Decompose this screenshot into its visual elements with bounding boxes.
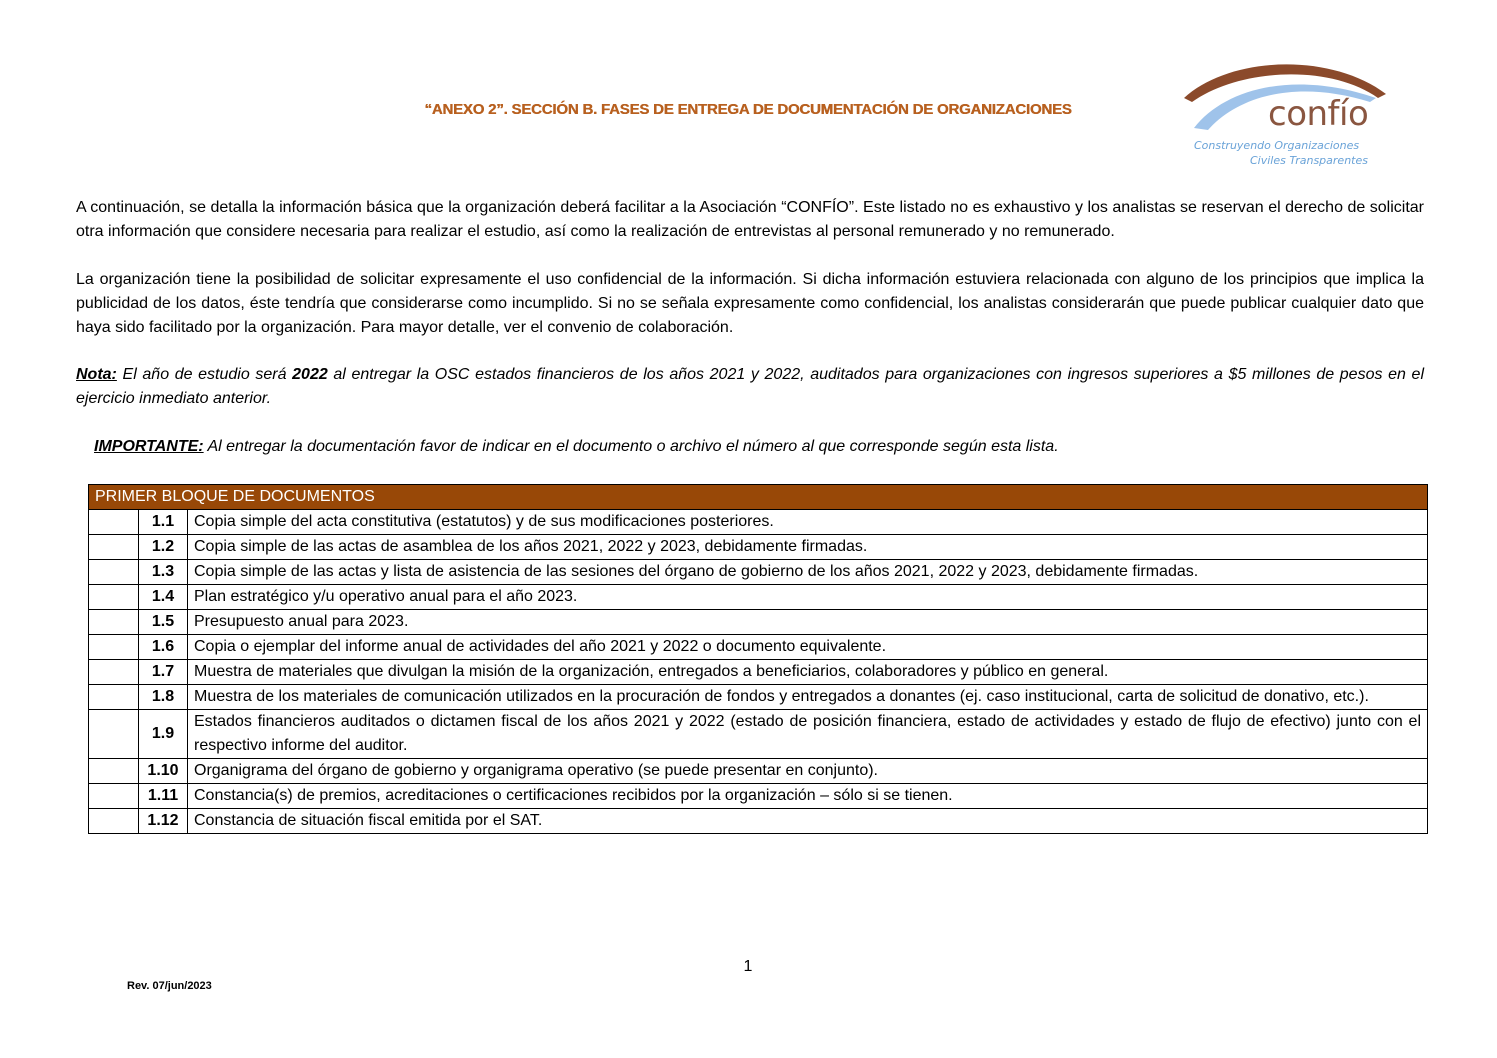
logo-tagline-1: Construyendo Organizaciones xyxy=(1194,139,1360,152)
row-description: Copia simple de las actas de asamblea de los años 2021, 2022 y 2023, debidamente firmadas. xyxy=(188,535,1428,560)
row-number: 1.9 xyxy=(139,710,188,759)
table-row xyxy=(89,685,1428,710)
row-blank-cell xyxy=(89,610,139,635)
table-row xyxy=(89,560,1428,585)
row-number: 1.3 xyxy=(139,560,188,585)
table-row xyxy=(89,535,1428,560)
row-number: 1.11 xyxy=(139,784,188,809)
row-blank-cell xyxy=(89,635,139,660)
logo-tagline-2: Civiles Transparentes xyxy=(1250,154,1368,167)
table-row xyxy=(89,635,1428,660)
row-blank-cell xyxy=(89,759,139,784)
row-number: 1.7 xyxy=(139,660,188,685)
row-description: Organigrama del órgano de gobierno y organigrama operativo (se puede presentar en conjunto). xyxy=(188,759,1428,784)
row-number: 1.8 xyxy=(139,685,188,710)
table-row xyxy=(89,710,1428,759)
row-number: 1.4 xyxy=(139,585,188,610)
row-blank-cell xyxy=(89,809,139,834)
table-row xyxy=(89,784,1428,809)
row-number: 1.2 xyxy=(139,535,188,560)
row-description: Presupuesto anual para 2023. xyxy=(188,610,1428,635)
logo-wordmark: confío xyxy=(1268,94,1369,134)
row-description: Plan estratégico y/u operativo anual para el año 2023. xyxy=(188,585,1428,610)
row-blank-cell xyxy=(89,660,139,685)
row-number: 1.5 xyxy=(139,610,188,635)
row-description: Muestra de materiales que divulgan la misión de la organización, entregados a beneficiarios, colaboradores y público en general. xyxy=(188,660,1428,685)
intro-paragraph: A continuación, se detalla la información básica que la organización deberá facilitar a la Asociación “CONFÍO”. Este listado no es exhaustivo y los analistas se reservan el derecho de solicitar otra información que considere necesaria para realizar el estudio, así como la realización de entrevistas al personal remunerado y no remunerado. xyxy=(76,199,1424,240)
table-row xyxy=(89,610,1428,635)
row-description: Copia simple de las actas y lista de asistencia de las sesiones del órgano de gobierno de los años 2021, 2022 y 2023, debidamente firmadas. xyxy=(188,560,1428,585)
row-blank-cell xyxy=(89,710,139,759)
table-body xyxy=(89,510,1428,834)
row-blank-cell xyxy=(89,585,139,610)
row-blank-cell xyxy=(89,535,139,560)
page-number: 1 xyxy=(743,958,753,975)
note-label: Nota: xyxy=(76,366,117,383)
row-description: Muestra de los materiales de comunicación utilizados en la procuración de fondos y entregados a donantes (ej. caso institucional, carta de solicitud de donativo, etc.). xyxy=(188,685,1428,710)
confidentiality-paragraph: La organización tiene la posibilidad de solicitar expresamente el uso confidencial de la información. Si dicha información estuviera relacionada con alguno de los principios que implica la publicidad de los datos, éste tendría que considerarse como incumplido. Si no se señala expresamente como confidencial, los analistas considerarán que puede publicar cualquier dato que haya sido facilitado por la organización. Para mayor detalle, ver el convenio de colaboración. xyxy=(76,271,1424,336)
table-row xyxy=(89,809,1428,834)
row-description: Constancia(s) de premios, acreditaciones o certificaciones recibidos por la organización – sólo si se tienen. xyxy=(188,784,1428,809)
row-number: 1.10 xyxy=(139,759,188,784)
row-number: 1.12 xyxy=(139,809,188,834)
table-row xyxy=(89,585,1428,610)
row-blank-cell xyxy=(89,784,139,809)
important-label: IMPORTANTE: xyxy=(94,438,204,455)
table-header: PRIMER BLOQUE DE DOCUMENTOS xyxy=(89,485,1428,510)
confio-logo xyxy=(1180,58,1390,173)
row-description: Copia simple del acta constitutiva (estatutos) y de sus modificaciones posteriores. xyxy=(188,510,1428,535)
row-description: Constancia de situación fiscal emitida por el SAT. xyxy=(188,809,1428,834)
table-row xyxy=(89,660,1428,685)
row-blank-cell xyxy=(89,560,139,585)
row-number: 1.6 xyxy=(139,635,188,660)
documents-table xyxy=(88,484,1428,834)
important-text: Al entregar la documentación favor de indicar en el documento o archivo el número al que corresponde según esta lista. xyxy=(203,438,1059,455)
revision-label: Rev. 07/jun/2023 xyxy=(127,980,212,992)
important-paragraph xyxy=(94,435,1059,459)
row-description: Estados financieros auditados o dictamen fiscal de los años 2021 y 2022 (estado de posición financiera, estado de actividades y estado de flujo de efectivo) junto con el respectivo informe del auditor. xyxy=(188,710,1428,759)
note-text-post: al entregar la OSC estados financieros de los años 2021 y 2022, auditados para organizaciones con ingresos superiores a $5 millones de pesos en el ejercicio inmediato anterior. xyxy=(76,366,1425,407)
row-blank-cell xyxy=(89,510,139,535)
note-year: 2022 xyxy=(292,366,328,383)
table-row xyxy=(89,510,1428,535)
row-number: 1.1 xyxy=(139,510,188,535)
note-paragraph xyxy=(76,363,1424,411)
row-description: Copia o ejemplar del informe anual de actividades del año 2021 y 2022 o documento equivalente. xyxy=(188,635,1428,660)
note-text-pre: El año de estudio será xyxy=(116,366,293,383)
table-row xyxy=(89,759,1428,784)
row-blank-cell xyxy=(89,685,139,710)
page-title: “ANEXO 2”. SECCIÓN B. FASES DE ENTREGA DE DOCUMENTACIÓN DE ORGANIZACIONES xyxy=(424,101,1072,118)
